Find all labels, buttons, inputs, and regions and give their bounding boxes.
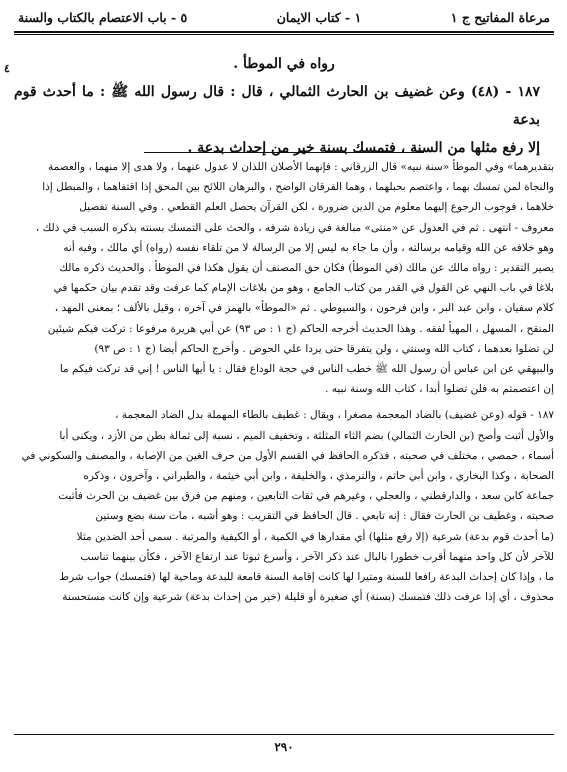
running-header xyxy=(14,6,554,28)
commentary-line: الصحابة ، وكذا البخاري ، وابن أبي حاتم ، والترمذي ، والخليفة ، وابن أبي خيثمة ، والطبراني ، وآخرون ، وذكره xyxy=(83,470,554,483)
commentary-line: معروف - انتهى . ثم في العدول عن «منتى» مبالغة في زيادة شرفه ، والحث على التمسك بسنته بذكره السبب في ذلك ، xyxy=(35,221,554,234)
kitab-title: ١ - كتاب الايمان xyxy=(276,9,362,25)
commentary-line: أسماء ، حمصي ، مختلف في صحبته ، فذكره الحافظ في القسم الأول من حرف الغين من الإصابة ، والمصنف والسكوني في xyxy=(21,449,554,462)
commentary-line: جماعة كابن سعد ، والدارقطني ، والعجلي ، وغيرهم في ثقات التابعين ، ومنهم من فرق بين غضيف بن الحرث فأثبت xyxy=(58,490,554,503)
commentary-line: المنقح ، المسهل ، المهيأ لفقه . وهذا الحديث أخرجه الحاكم (ج ١ : ص ٩٣) عن أبي هريرة مرفوعا : تركت فيكم شيئين xyxy=(47,322,554,335)
commentary-line: بلاغا في باب النهي عن القول في القدر من كتاب الجامع ، وهو من بلاغات الإمام كما عرفت وقد تقدم بيان حكمها في xyxy=(53,282,554,295)
commentary-line: ما ، وإذا كان إحداث البدعة رافعا للسنة ومتيرا لها كانت إقامة السنة قامعة للبدعة وماحية لها (فتمسك) جواب شرط xyxy=(59,571,554,584)
header-rule-thin xyxy=(14,34,554,35)
commentary-line: خلاهما ، فوجوب الرجوع إليهما معلوم من الدين ضرورة ، لكن القرآن يحصل العلم القطعي . وفي السنة تفصيل xyxy=(79,201,554,214)
hadith-text xyxy=(14,50,554,162)
page-number: ٢٩٠ xyxy=(274,740,294,754)
commentary-line: صحبته ، وغطيف بن الحارث فقال : إنه تابعي . قال الحافظ في التقريب : وهو أشبه ، مات سنة بضع وستين xyxy=(95,510,554,523)
commentary-line: يصير التقدير : رواه مالك عن مالك (في الموطأ) فكان حق المصنف أن يقول هكذا في الموطأ . والحديث ذكره مالك xyxy=(59,262,554,275)
hadith-line-3: إلا رفع مثلها من السنة ، فتمسك بسنة خير من إحداث بدعة . xyxy=(187,140,540,156)
header-rule xyxy=(14,31,554,33)
commentary-line: للآخر لأن كل واحد منهما أقرب خطورا بالبال عند ذكر الآخر ، وأسرع ثبوتا عند ارتفاع الآخر ، فكأن بينهما تناسب xyxy=(80,550,554,563)
hadith-line-1: رواه في الموطأ . xyxy=(233,56,335,72)
commentary-line: والنجاة لمن تمسك بهما ، واعتصم بحبلهما ، وهما الفرقان الواضح ، والبرهان اللائح بين المحق إذا اقتفاهما ، والمبطل إذا xyxy=(42,181,554,194)
document-page xyxy=(4,6,554,766)
commentary-line: والأول أثبت وأصح (بن الحارث الثمالي) بضم الثاء المثلثة ، وتخفيف الميم ، نسبة إلى ثمالة بطن من الأزد ، ويكنى أبا xyxy=(59,429,554,442)
side-mark: ٤ xyxy=(4,62,10,75)
footer-rule xyxy=(14,734,554,735)
commentary-line: بتقديرهما» وفي الموطأ «سنة نبيه» قال الزرقاني : فإنهما الأصلان اللذان لا عدول عنهما ، ولا هدى إلا منهما ، والعصمة xyxy=(48,161,554,173)
commentary-line: محذوف ، أي إذا عرفت ذلك فتمسك (بسنة) أي صغيرة أو قليلة (خير من إحداث بدعة) شرعية وإن كانت مستحسنة xyxy=(62,591,554,604)
bab-title: ٥ - باب الاعتصام بالكتاب والسنة xyxy=(18,9,188,25)
commentary-line: كلام سفيان ، وابن عبد البر ، وابن فرحون ، والسيوطي . ثم «الموطأ» بالهمز في آخره ، وقيل بالألف ؛ بمعنى المهد ، xyxy=(54,302,554,315)
commentary-line: إن اعتصمتم به فلن تضلوا أبدا ، كتاب الله وسنة نبيه . xyxy=(325,383,554,396)
hadith-line-2: ١٨٧ - (٤٨) وعن غضيف بن الحارث الثمالي ، قال : قال رسول الله ﷺ : ما أحدث قوم بدعة xyxy=(14,84,540,128)
commentary-text xyxy=(14,158,554,608)
section-divider xyxy=(144,152,424,153)
commentary-line: وهو خلافه عن الله وقيامه برسالته ، وأن ما جاء به ليس إلا من الرسالة لا من تلقاء نفسه (رواه) أي مالك ، وفيه أنه xyxy=(63,241,554,254)
commentary-line: والبيهقي عن ابن عباس أن رسول الله ﷺ خطب الناس في حجة الوداع فقال : يا أيها الناس ! إني قد تركت فيكم ما xyxy=(59,363,554,376)
commentary-line: (ما أحدث قوم بدعة) شرعية (إلا رفع مثلها) أي مقدارها في الكمية ، أو الكيفية والمرتبة . سمى أحد الضدين مثلا xyxy=(76,530,554,543)
commentary-line: ١٨٧ - قوله (وعن غضيف) بالضاد المعجمة مصغرا ، ويقال : غطيف بالطاء المهملة بدل الضاد المعجمة ، xyxy=(115,409,554,422)
book-title: مرعاة المفاتيح ج ١ xyxy=(450,9,550,25)
commentary-line: لن تضلوا بعدهما ، كتاب الله وسنتي ، ولن يتفرقا حتى يردا علي الحوض . وأخرج الحاكم أيضا (ج ١ : ص ٩٣) xyxy=(94,342,554,355)
